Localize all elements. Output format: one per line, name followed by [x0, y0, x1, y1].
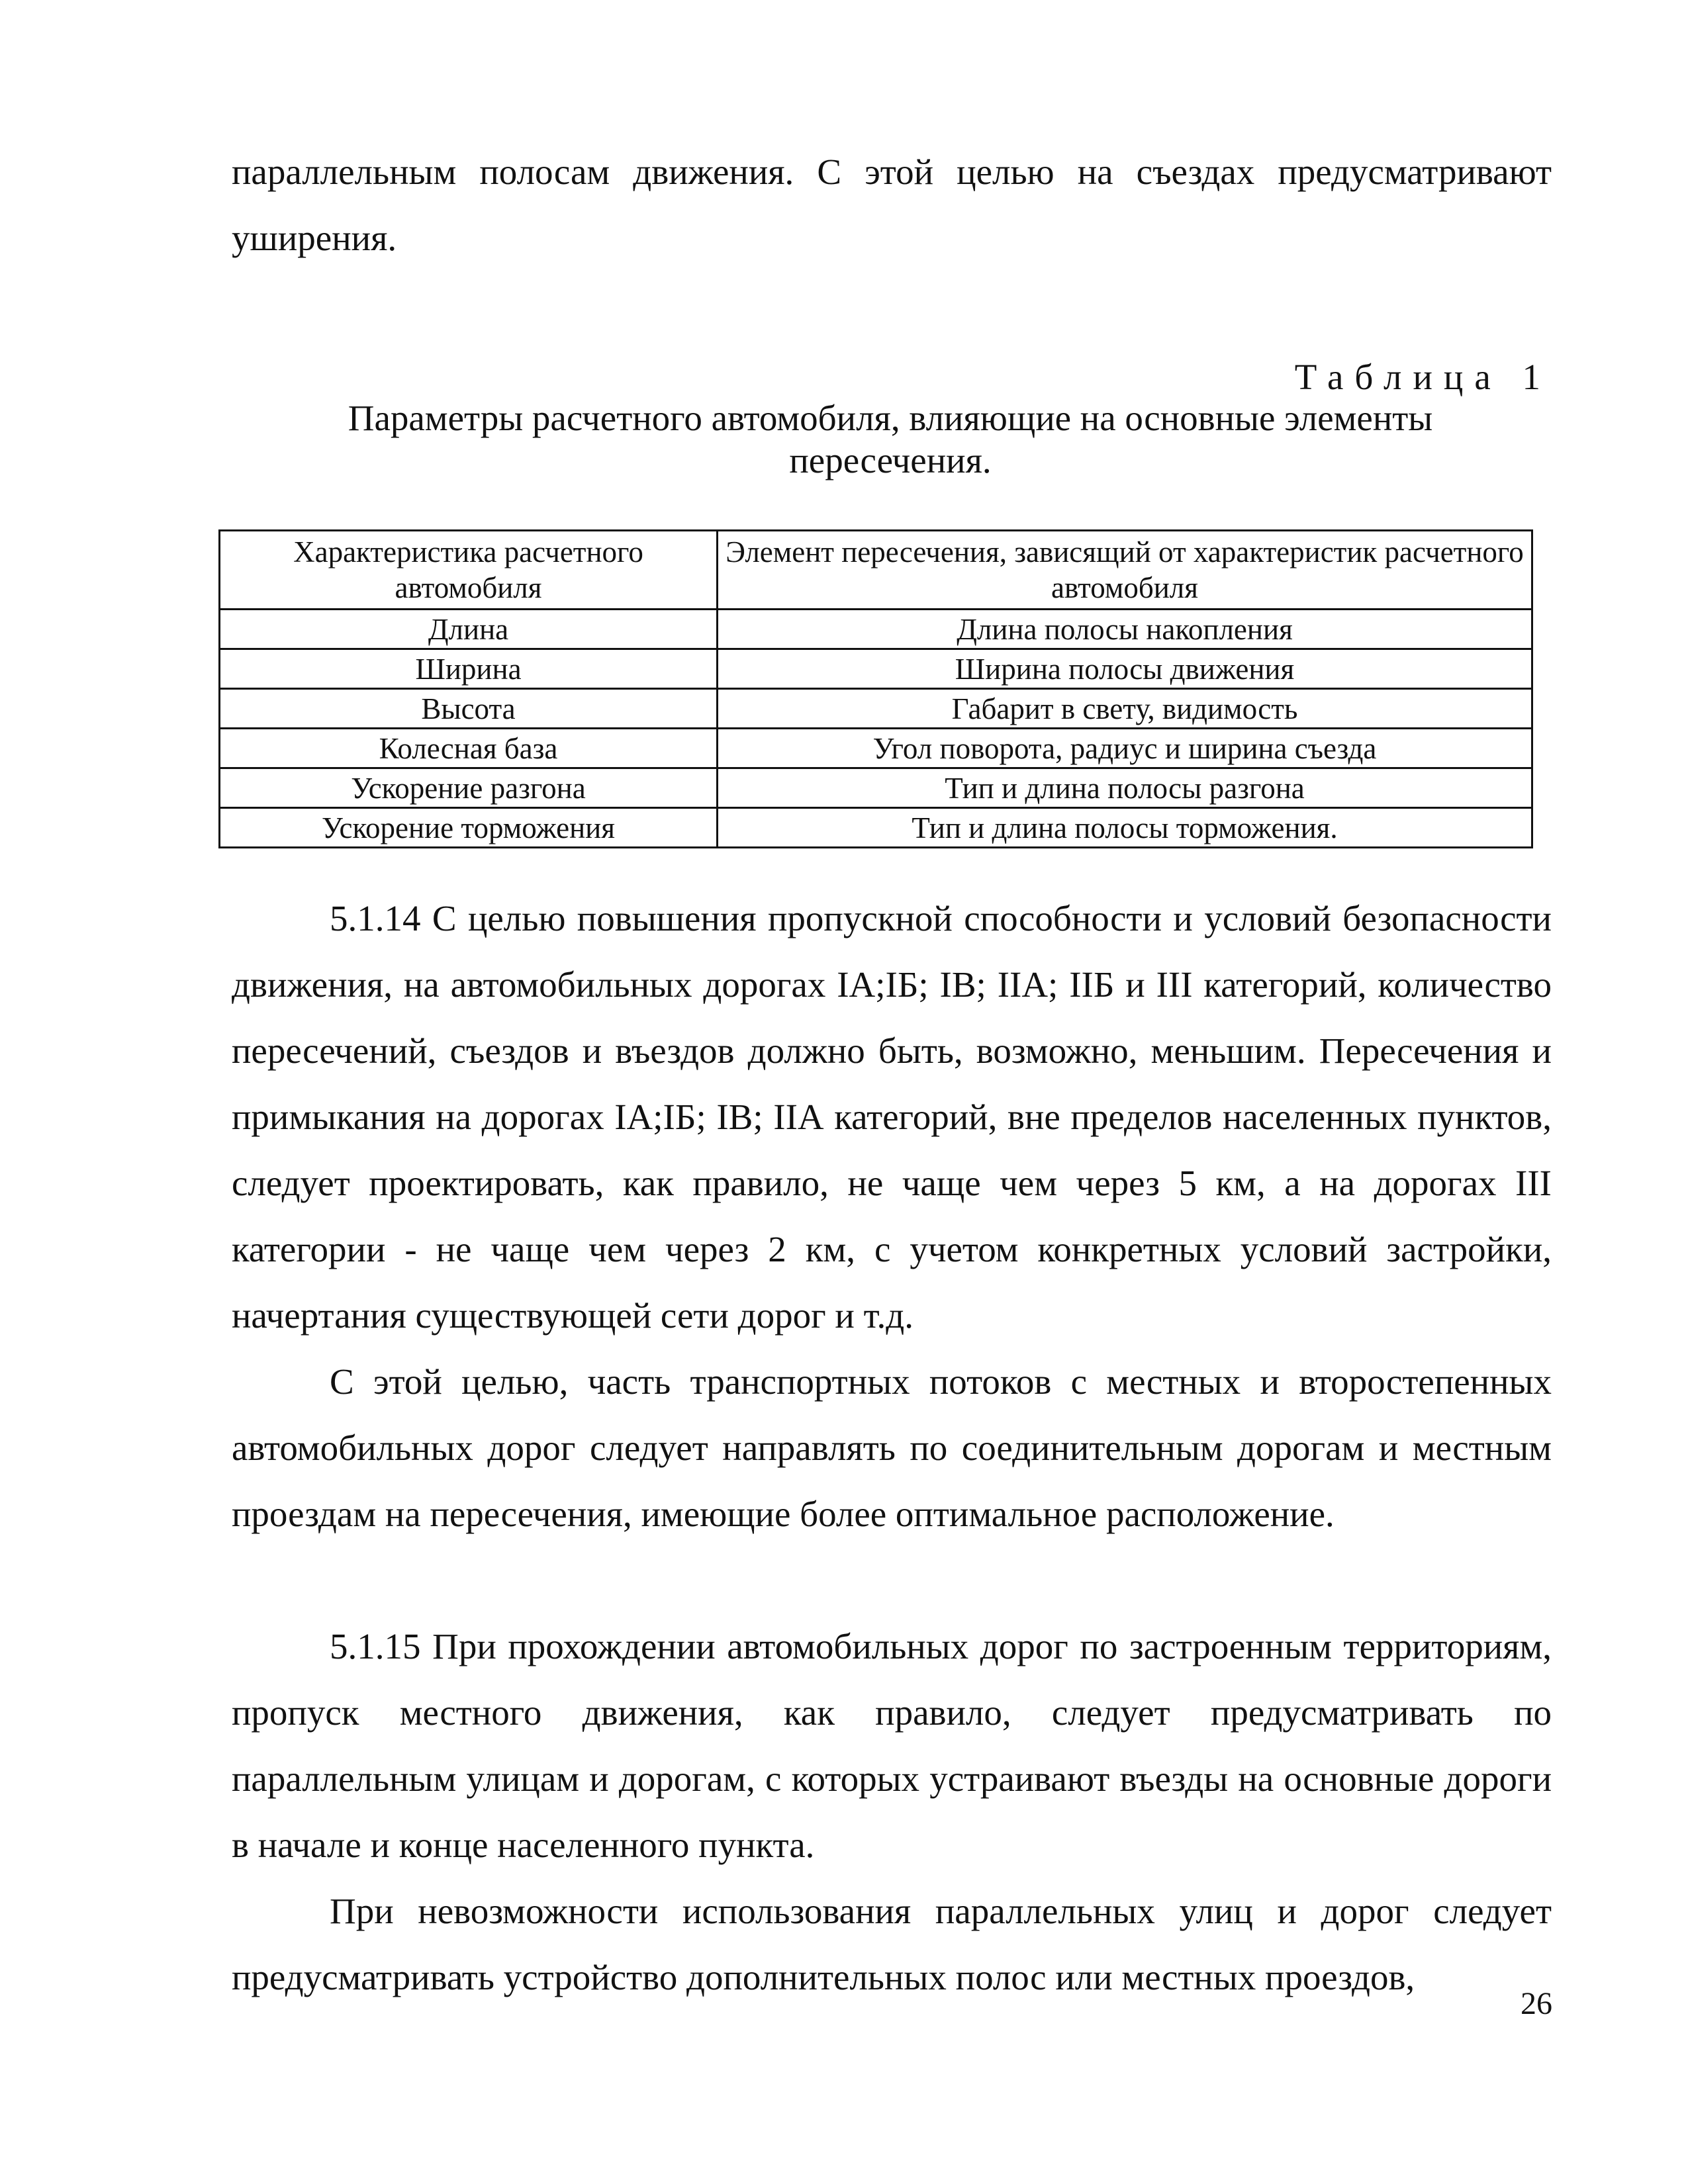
table-caption: Параметры расчетного автомобиля, влияющие на основные элементы пересечения. [348, 398, 1433, 480]
table-header-cell: Характеристика расчетного автомобиля [220, 531, 718, 610]
table-cell: Угол поворота, радиус и ширина съезда [718, 729, 1532, 768]
table-cell: Ускорение торможения [220, 808, 718, 848]
table-cell: Длина полосы накопления [718, 610, 1532, 649]
paragraph-additional-lanes: При невозможности использования параллельных улиц и дорог следует предусматривать устройство дополнительных полос или местных проездов, [232, 1891, 1552, 1997]
table-cell: Длина [220, 610, 718, 649]
table-row [220, 768, 1532, 808]
table-cell: Высота [220, 689, 718, 729]
table-label: Таблица 1 [1294, 357, 1552, 397]
table-cell: Колесная база [220, 729, 718, 768]
paragraph-local-flows: С этой целью, часть транспортных потоков с местных и второстепенных автомобильных дорог следует направлять по соединительным дорогам и местным проездам на пересечения, имеющие более оптимальное расположение. [232, 1361, 1552, 1534]
table-row [220, 729, 1532, 768]
table-row [220, 808, 1532, 848]
table-cell: Тип и длина полосы разгона [718, 768, 1532, 808]
table-row [220, 610, 1532, 649]
page-number: 26 [1521, 1986, 1552, 2021]
table-cell: Ширина [220, 649, 718, 689]
parameters-table [218, 529, 1533, 848]
table-row [220, 649, 1532, 689]
paragraph-5-1-14: 5.1.14 С целью повышения пропускной способности и условий безопасности движения, на автомобильных дорогах IА;IБ; IВ; IIА; IIБ и III категорий, количество пересечений, съездов и въездов должно быть, возможно, меньшим. Пересечения и примыкания на дорогах IА;IБ; IВ; IIА категорий, вне пределов населенных пунктов, следует проектировать, как правило, не чаще чем через 5 км, а на дорогах III категории - не чаще чем через 2 км, с учетом конкретных условий застройки, начертания существующей сети дорог и т.д. [232, 898, 1552, 1336]
table-cell: Ширина полосы движения [718, 649, 1532, 689]
table-row [220, 689, 1532, 729]
paragraph-5-1-15: 5.1.15 При прохождении автомобильных дорог по застроенным территориям, пропуск местного движения, как правило, следует предусматривать по параллельным улицам и дорогам, с которых устраивают въезды на основные дороги в начале и конце населенного пункта. [232, 1626, 1552, 1865]
paragraph-intro: параллельным полосам движения. С этой целью на съездах предусматривают уширения. [232, 152, 1552, 258]
table-header-cell: Элемент пересечения, зависящий от характеристик расчетного автомобиля [718, 531, 1532, 610]
table-header-row [220, 531, 1532, 610]
table-cell: Ускорение разгона [220, 768, 718, 808]
table-cell: Габарит в свету, видимость [718, 689, 1532, 729]
table-cell: Тип и длина полосы торможения. [718, 808, 1532, 848]
